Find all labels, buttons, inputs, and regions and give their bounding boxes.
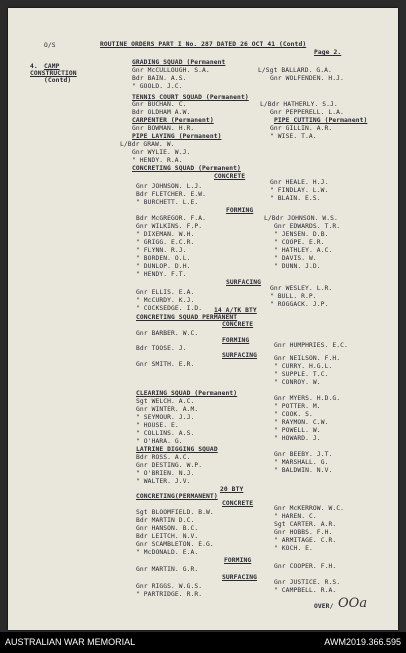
clearing-left-5: " COLLINS. A.S.: [136, 430, 195, 437]
bty14-concrete: CONCRETE: [222, 321, 254, 328]
handwritten-initials: OOa: [338, 596, 368, 611]
latrine-left-4: " WALTER. J.V.: [136, 478, 191, 485]
forming1-left-2: Gnr WILKINS. F.P.: [136, 223, 203, 230]
bty20-right-6: " KOCH. E.: [274, 545, 313, 552]
tennis-title: TENNIS COURT SQUAD (Permanent): [132, 94, 249, 101]
concreting1-title: CONCRETING SQUAD (Permanent): [132, 165, 241, 172]
grading-left-1: Gnr McCULLOUGH. S.A.: [132, 67, 210, 74]
clearing-right-2: " POTTER. M.: [274, 403, 321, 410]
bty20-squad-title: CONCRETING(PERMANENT): [136, 493, 218, 500]
latrine-title: LATRINE DIGGING SQUAD: [136, 446, 218, 453]
tennis-right-1: L/Bdr HATHERLY. S.J.: [260, 101, 338, 108]
latrine-right-3: " BALDWIN. N.V.: [274, 467, 333, 474]
forming1-right-4: " COOPE. E.R.: [274, 239, 325, 246]
pipecut-title: PIPE CUTTING (Permanent): [274, 117, 368, 124]
grading-left-2: Bdr BAIN. A.S.: [132, 75, 187, 82]
clearing-left-3: " SEYMOUR. J.J.: [136, 414, 195, 421]
bty20-left-2: Bdr MARTIN D.C.: [136, 517, 195, 524]
concreting1-right-2: " FINDLAY. L.W.: [270, 187, 329, 194]
forming1-right-1: L/Bdr JOHNSON. W.S.: [264, 215, 338, 222]
bty14-concrete-left: Gnr BARBER. W.C.: [136, 330, 199, 337]
surfacing1-right-2: " BULL. R.P.: [270, 293, 317, 300]
bty20-left-6: " McDONALD. E.A.: [136, 549, 199, 556]
surfacing1-title: SURFACING: [226, 279, 262, 286]
clearing-right-1: Gnr MYERS. H.D.G.: [274, 395, 341, 402]
bty14-right-1: Gnr NEILSON. F.H.: [274, 355, 341, 362]
surfacing1-right-1: Gnr WESLEY. L.R.: [270, 285, 333, 292]
bty20-left-4: Bdr LEITCH. N.V.: [136, 533, 199, 540]
latrine-right-1: Gnr BEEBY. J.T.: [274, 451, 333, 458]
surfacing1-left-3: " COCKSEDGE. I.D.: [136, 305, 203, 312]
pipelay-title: PIPE LAYING (Permanent): [132, 133, 222, 140]
bty20-right-4: Gnr HOBBS. F.H.: [274, 529, 333, 536]
concreting1-left-1: Gnr JOHNSON. L.J.: [136, 183, 203, 190]
forming1-left-4: " GRIGG. E.C.R.: [136, 239, 195, 246]
section-name: CAMP: [44, 63, 60, 70]
bty20-surfacing: SURFACING: [222, 574, 258, 581]
bty20-concrete: CONCRETE: [222, 500, 254, 507]
pipecut-right-1: Gnr GILLIN. A.R.: [270, 125, 333, 132]
grading-title: GRADING SQUAD (Permanent: [132, 59, 226, 66]
grading-right-1: L/Sgt BALLARD. G.A.: [258, 67, 332, 74]
bty14-right-3: " SUPPLE. T.C.: [274, 371, 329, 378]
bty20-surfacing-left-1: Gnr RIGGS. W.G.S.: [136, 583, 203, 590]
forming1-right-6: " DAVIS. W.: [274, 255, 317, 262]
surfacing1-left-1: Gnr ELLIS. E.A.: [136, 289, 195, 296]
bty20-forming-right: Gnr COOPER. F.H.: [274, 563, 337, 570]
bty14-forming-left: Bdr TOOSE. J.: [136, 345, 187, 352]
bty14-right-2: " CURRY. H.G.L.: [274, 363, 333, 370]
concreting1-right-1: Gnr HEALE. H.J.: [270, 179, 329, 186]
forming1-title: FORMING: [226, 207, 254, 214]
bty20-right-1: Gnr McKERROW. W.C.: [274, 505, 345, 512]
bty20-left-5: Gnr SCAMBLETON. E.G.: [136, 541, 214, 548]
carpenter-left-1: Gnr BOWMAN. H.R.: [132, 125, 195, 132]
page-title: ROUTINE ORDERS PART I No. 287 DATED 26 OCT 41 (Contd): [100, 41, 307, 48]
bty14-right-4: " CONROY. W.: [274, 379, 321, 386]
concreting1-left-2: Bdr FLETCHER. E.W.: [136, 191, 207, 198]
forming1-right-5: " HATHLEY. A.C.: [274, 247, 333, 254]
pipelay-left-2: Gnr WYLIE. W.J.: [132, 149, 191, 156]
page-number: Page 2.: [314, 49, 342, 56]
bty20-right-2: " HAREN. C.: [274, 513, 317, 520]
over-reference: OVER/: [314, 603, 334, 610]
clearing-right-3: " COOK. S.: [274, 411, 313, 418]
tennis-right-2: Gnr PEPPERELL. L.A.: [270, 109, 344, 116]
bty20-forming: FORMING: [224, 557, 252, 564]
forming1-left-1: Bdr McGREGOR. F.A.: [136, 215, 207, 222]
clearing-right-6: " HOWARD. J.: [274, 435, 321, 442]
clearing-title: CLEARING SQUAD (Permanent): [136, 390, 238, 397]
bty20-surfacing-left-2: " PARTRIDGE. R.R.: [136, 591, 203, 598]
surfacing1-left-2: " McCURDY. K.J.: [136, 297, 195, 304]
concreting1-left-3: " BURCHETT. L.E.: [136, 199, 199, 206]
forming1-left-8: " HENDY. F.T.: [136, 271, 187, 278]
concreting1-right-3: " BLAIN. E.S.: [270, 195, 321, 202]
archive-footer: [0, 632, 406, 653]
forming1-left-5: " FLYNN. R.J.: [136, 247, 187, 254]
pipelay-left-3: " HENDY. R.A.: [132, 157, 183, 164]
bty20-surfacing-right-1: Gnr JUSTICE. R.S.: [274, 579, 341, 586]
clearing-left-4: " HOUSE. E.: [136, 422, 179, 429]
bty20-forming-left: Gnr MARTIN. G.R.: [136, 566, 199, 573]
document-page: [8, 8, 398, 630]
clearing-left-2: Gnr WINTER. A.M.: [136, 406, 199, 413]
section-name-line2: CONSTRUCTION: [30, 70, 77, 77]
surfacing1-right-3: " ROGGACK. J.P.: [270, 301, 329, 308]
clearing-left-1: Sgt WELCH. A.C.: [136, 398, 195, 405]
clearing-left-6: " O'HARA. G.: [136, 438, 183, 445]
bty14-surfacing: SURFACING: [222, 352, 258, 359]
latrine-left-2: Gnr DESTING. W.P.: [136, 462, 203, 469]
concreting1-sub: CONCRETE: [214, 173, 246, 180]
bty20-title: 20 BTY: [220, 486, 244, 493]
bty14-forming-right: Gnr HUMPHRIES. E.C.: [274, 342, 348, 349]
grading-left-3: " GOOLD. J.C.: [132, 83, 183, 90]
bty20-right-3: Sgt CARTER. A.R.: [274, 521, 337, 528]
bty14-squad-title: CONCRETING SQUAD PERMANENT: [136, 314, 238, 321]
forming1-right-2: Gnr EDWARDS. T.R.: [274, 223, 341, 230]
tennis-left-1: Gnr BUCHAN. C.: [132, 101, 187, 108]
bty20-surfacing-right-2: " CAMPBELL. R.A.: [274, 587, 337, 594]
bty20-right-5: " ARMITAGE. C.R.: [274, 537, 337, 544]
tennis-left-2: Bdr OLDHAM A.W.: [132, 109, 191, 116]
bty20-left-3: Gnr HANSON. B.C.: [136, 525, 199, 532]
archive-id: AWM2019.366.595: [324, 637, 401, 647]
forming1-left-3: " DIXEMAN. W.H.: [136, 231, 195, 238]
bty14-surfacing-left: Gnr SMITH. E.R.: [136, 361, 195, 368]
section-number: 4.: [30, 63, 38, 70]
latrine-right-2: " MARSHALL. G.: [274, 459, 329, 466]
grading-right-2: Gnr WOLFENDEN. H.J.: [270, 75, 344, 82]
forming1-left-6: " BORDEN. O.L.: [136, 255, 191, 262]
archive-name: AUSTRALIAN WAR MEMORIAL: [5, 637, 136, 647]
header-ref: O/S: [44, 42, 56, 49]
pipecut-right-2: " WISE. T.A.: [270, 133, 317, 140]
carpenter-title: CARPENTER (Permanent): [132, 117, 214, 124]
forming1-right-3: " JENSEN. D.B.: [274, 231, 329, 238]
bty14-forming: FORMING: [222, 337, 250, 344]
forming1-left-7: " DUNLOP. D.H.: [136, 263, 191, 270]
forming1-right-7: " DUNN. J.D.: [274, 263, 321, 270]
bty20-left-1: Sgt BLOOMFIELD. B.W.: [136, 509, 214, 516]
latrine-left-3: " O'BRIEN. N.J.: [136, 470, 195, 477]
pipelay-left-1: L/Bdr GRAW. W.: [120, 141, 175, 148]
latrine-left-1: Bdr ROSS. A.C.: [136, 454, 191, 461]
clearing-right-5: " POWELL. W.: [274, 427, 321, 434]
section-contd: (Contd): [44, 77, 72, 84]
bty14-title: 14 A/TK BTY: [214, 307, 257, 314]
clearing-right-4: " RAYMON. C.W.: [274, 419, 329, 426]
